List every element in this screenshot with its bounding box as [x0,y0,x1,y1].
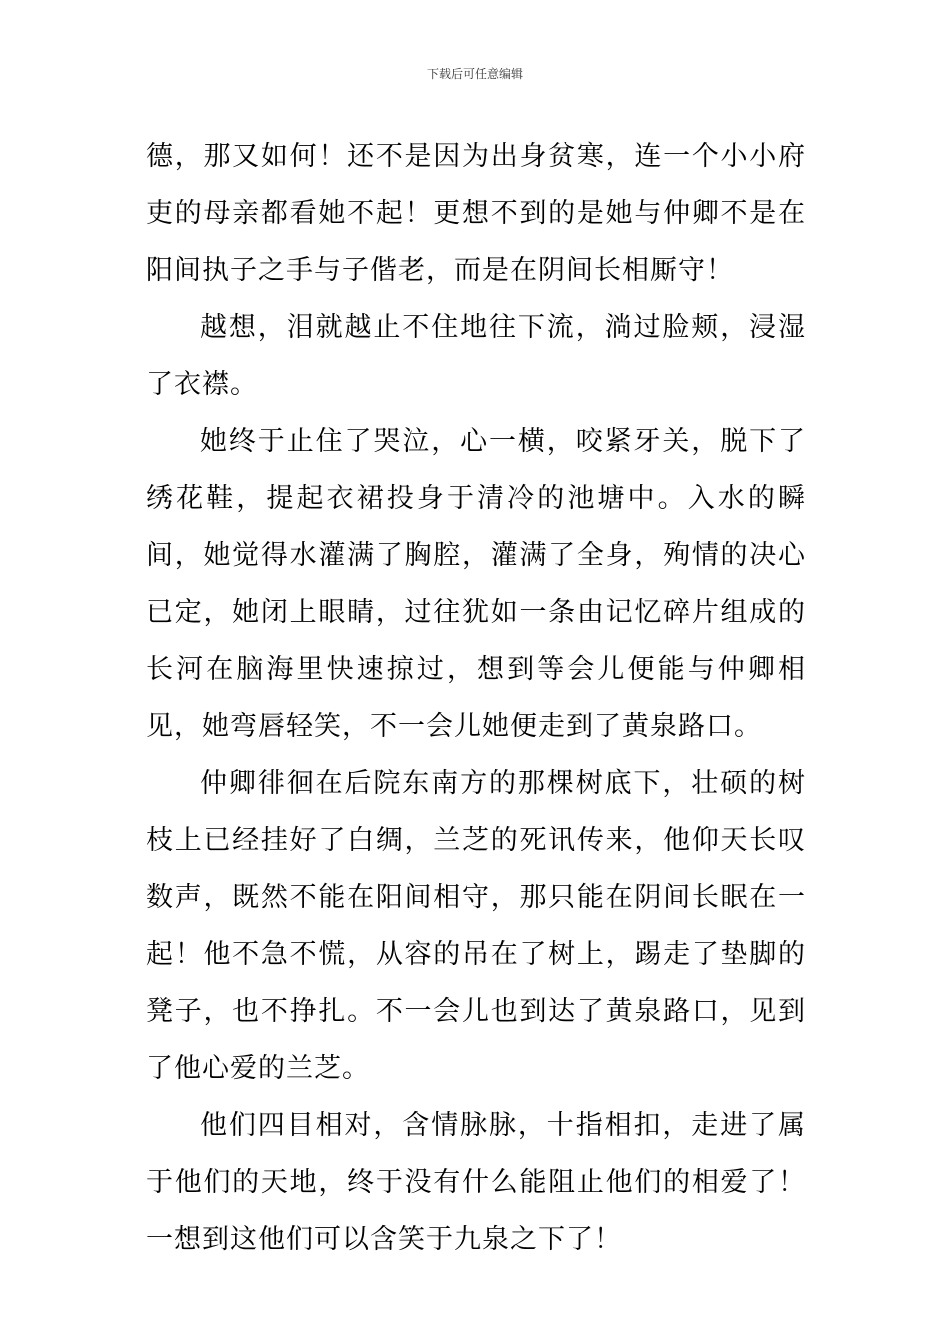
paragraph-5: 他们四目相对，含情脉脉，十指相扣，走进了属于他们的天地，终于没有什么能阻止他们的相爱了！一想到这他们可以含笑于九泉之下了！ [146,1110,806,1255]
paragraph-2: 越想，泪就越止不住地往下流，淌过脸颊，浸湿了衣襟。 [146,312,806,400]
paragraph-4: 仲卿徘徊在后院东南方的那棵树底下，壮硕的树枝上已经挂好了白绸，兰芝的死讯传来，他仰天长叹数声，既然不能在阳间相守，那只能在阴间长眠在一起！他不急不慌，从容的吊在了树上，踢走了垫脚的凳子，也不挣扎。不一会儿也到达了黄泉路口，见到了他心爱的兰芝。 [146,768,806,1084]
document-body [146,128,806,1268]
paragraph-3: 她终于止住了哭泣，心一横，咬紧牙关，脱下了绣花鞋，提起衣裙投身于清冷的池塘中。入水的瞬间，她觉得水灌满了胸腔，灌满了全身，殉情的决心已定，她闭上眼睛，过往犹如一条由记忆碎片组成的长河在脑海里快速掠过，想到等会儿便能与仲卿相见，她弯唇轻笑，不一会儿她便走到了黄泉路口。 [146,426,806,742]
paragraph-1: 德，那又如何！还不是因为出身贫寒，连一个小小府吏的母亲都看她不起！更想不到的是她与仲卿不是在阳间执子之手与子偕老，而是在阴间长相厮守！ [146,141,806,286]
page-header: 下载后可任意编辑 [426,67,523,81]
